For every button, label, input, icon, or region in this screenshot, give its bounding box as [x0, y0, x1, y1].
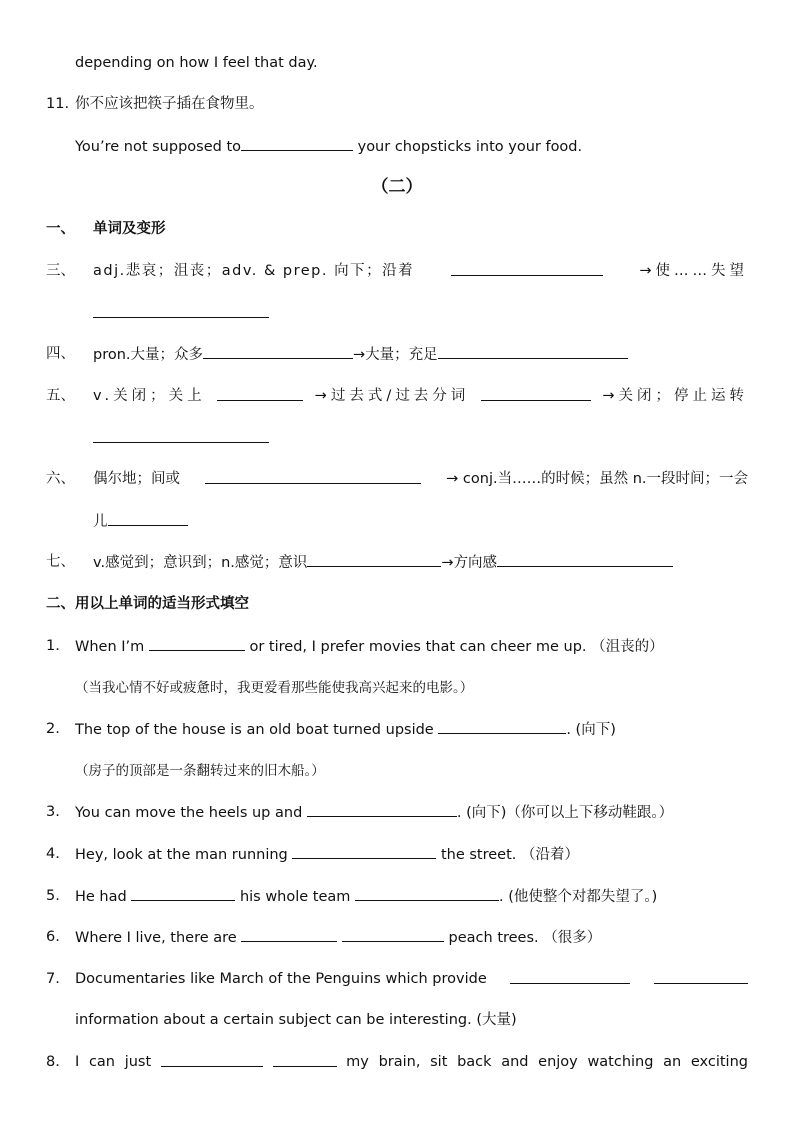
sentence-3-text-b: . (向下)（你可以上下移动鞋跟。）	[456, 805, 674, 821]
sentence-8-blank-1[interactable]	[161, 1052, 263, 1067]
sentence-6-blank-1[interactable]	[241, 927, 337, 942]
sentence-8-word: an	[663, 1054, 682, 1070]
section-title: （二）	[371, 177, 423, 197]
sentence-8-word: and	[501, 1054, 529, 1070]
row-7-text-a: v.感觉到；意识到；n.感觉；意识	[93, 555, 308, 571]
sentence-1-number: 1.	[46, 638, 60, 654]
row-6-text-a: 偶尔地；间或	[93, 471, 180, 487]
part1-marker: 一、	[46, 221, 75, 237]
row-6-blank-2[interactable]	[108, 511, 188, 526]
sentence-3-text-a: You can move the heels up and	[75, 805, 303, 821]
q11-chinese-text: 你不应该把筷子插在食物里。	[75, 96, 264, 112]
sentence-6-text-b: peach trees.	[448, 930, 539, 946]
sentence-1-hint: （沮丧的）	[591, 639, 664, 655]
sentence-8-number: 8.	[46, 1054, 60, 1070]
sentence-4-text-a: Hey, look at the man running	[75, 847, 288, 863]
sentence-6-blank-2[interactable]	[342, 927, 444, 942]
sentence-8-word: my	[346, 1054, 369, 1070]
sentence-7-blank-2[interactable]	[654, 969, 748, 984]
sentence-4-text-b: the street.	[440, 847, 517, 863]
row-7-marker: 七、	[46, 554, 75, 570]
sentence-4-number: 4.	[46, 846, 60, 862]
sentence-8-word: enjoy	[538, 1054, 578, 1070]
sentence-8-word: sit	[430, 1054, 448, 1070]
sentence-5-blank-2[interactable]	[355, 886, 499, 901]
sentence-8-word: just	[124, 1054, 152, 1070]
row-7-text-b: →方向感	[441, 555, 498, 571]
sentence-8-word: watching	[587, 1054, 654, 1070]
continued-text: depending on how I feel that day.	[75, 55, 318, 71]
sentence-7-text-b: information about a certain subject can be interesting. (大量)	[75, 1012, 517, 1028]
row-3-text-b: →使……失望	[639, 263, 748, 279]
row-3-blank-2[interactable]	[93, 303, 269, 318]
row-7-blank-2[interactable]	[497, 552, 673, 567]
sentence-8-word: I	[75, 1054, 80, 1070]
sentence-8-word: back	[457, 1054, 492, 1070]
sentence-7-text-a: Documentaries like March of the Penguins which provide	[75, 971, 487, 987]
row-4-text-a: pron.大量；众多	[93, 347, 204, 363]
row-5-text-b: →过去式/过去分词	[314, 388, 470, 404]
row-4-marker: 四、	[46, 346, 75, 362]
sentence-2-text-a: The top of the house is an old boat turned upside	[75, 722, 434, 738]
row-4-blank-1[interactable]	[203, 344, 353, 359]
sentence-1-text-a: When I’m	[75, 639, 145, 655]
q11-text-a: You’re not supposed to	[75, 139, 241, 155]
row-5-blank-3[interactable]	[93, 428, 269, 443]
sentence-6-number: 6.	[46, 929, 60, 945]
row-5-blank-1[interactable]	[217, 386, 303, 401]
part1-title: 单词及变形	[93, 221, 166, 237]
sentence-2-chinese: （房子的顶部是一条翻转过来的旧木船。）	[75, 763, 325, 779]
sentence-6-text-a: Where I live, there are	[75, 930, 237, 946]
row-5-text-a: v.关闭；关上	[93, 388, 206, 404]
sentence-3-number: 3.	[46, 804, 60, 820]
q11-blank[interactable]	[241, 136, 353, 151]
sentence-8-blank-2[interactable]	[273, 1052, 337, 1067]
sentence-8-word: can	[88, 1054, 116, 1070]
row-6-marker: 六、	[46, 471, 75, 487]
sentence-2-number: 2.	[46, 721, 60, 737]
row-6-blank-1[interactable]	[205, 469, 421, 484]
row-5-marker: 五、	[46, 388, 75, 404]
sentence-5-blank-1[interactable]	[131, 886, 235, 901]
sentence-1-text-b: or tired, I prefer movies that can cheer me up.	[249, 639, 587, 655]
sentence-1-blank[interactable]	[149, 636, 245, 651]
sentence-7-blank-1[interactable]	[510, 969, 630, 984]
row-5-blank-2[interactable]	[481, 386, 591, 401]
sentence-1-chinese: （当我心情不好或疲惫时，我更爱看那些能使我高兴起来的电影。）	[75, 680, 474, 696]
sentence-8-word: exciting	[690, 1054, 748, 1070]
row-3-blank-1[interactable]	[451, 261, 603, 276]
q11-number: 11.	[46, 96, 70, 112]
row-7-blank-1[interactable]	[307, 552, 441, 567]
sentence-6-hint: （很多）	[543, 930, 602, 946]
row-3-text-a: adj.悲哀；沮丧；adv. & prep. 向下；沿着	[93, 263, 415, 279]
sentence-5-text-a: He had	[75, 889, 127, 905]
row-3-marker: 三、	[46, 263, 75, 279]
row-4-text-b: →大量；充足	[353, 347, 438, 363]
sentence-5-text-b: his whole team	[239, 889, 351, 905]
sentence-8-word: brain,	[378, 1054, 421, 1070]
sentence-2-blank[interactable]	[438, 719, 566, 734]
row-6-text-b: → conj.当……的时候；虽然 n.一段时间；一会	[446, 471, 748, 487]
row-4-blank-2[interactable]	[438, 344, 628, 359]
row-6-text-c: 儿	[93, 514, 108, 530]
q11-text-b: your chopsticks into your food.	[357, 139, 583, 155]
sentence-7-number: 7.	[46, 971, 60, 987]
sentence-4-hint: （沿着）	[521, 847, 580, 863]
sentence-2-text-b: . (向下)	[566, 722, 616, 738]
part2-title: 二、用以上单词的适当形式填空	[46, 596, 249, 612]
sentence-5-text-c: . (他使整个对都失望了。)	[499, 889, 658, 905]
row-5-text-c: →关闭；停止运转	[602, 388, 748, 404]
sentence-3-blank[interactable]	[307, 802, 457, 817]
sentence-5-number: 5.	[46, 888, 60, 904]
sentence-4-blank[interactable]	[292, 844, 436, 859]
